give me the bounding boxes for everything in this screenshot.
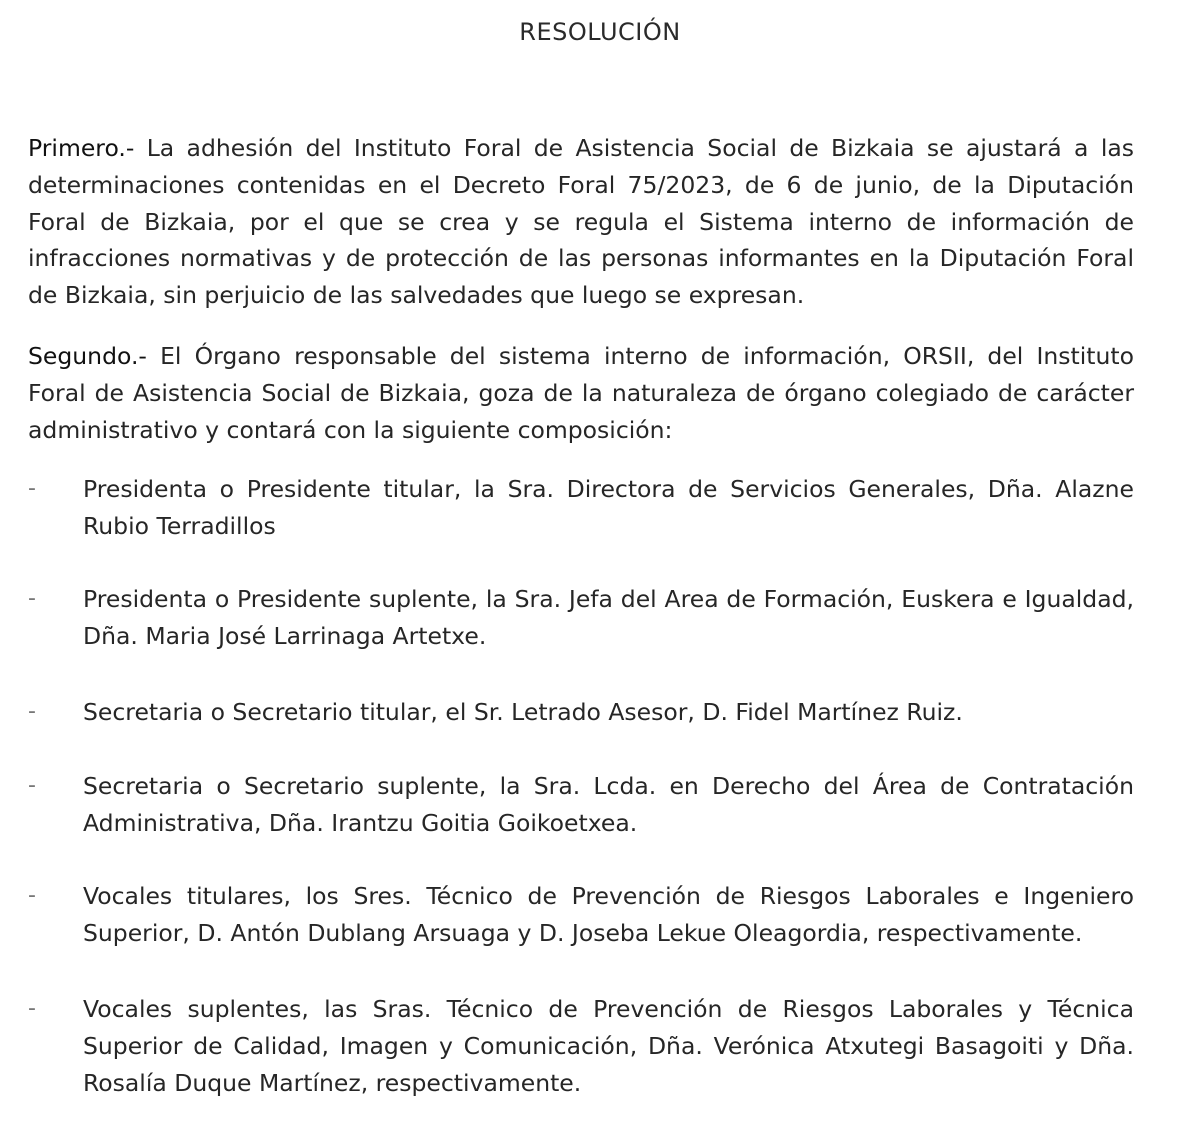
paragraph-segundo xyxy=(28,338,1134,448)
document-title: RESOLUCIÓN xyxy=(519,18,681,46)
list-bullet: - xyxy=(28,699,36,724)
list-item-text: Presidenta o Presidente titular, la Sra. Directora de Servicios Generales, Dña. Alazne Rubio Terradillos xyxy=(83,475,1134,540)
list-bullet: - xyxy=(28,883,36,908)
list-item-text: Secretaria o Secretario titular, el Sr. Letrado Asesor, D. Fidel Martínez Ruiz. xyxy=(83,698,963,726)
list-item-text: Vocales suplentes, las Sras. Técnico de Prevención de Riesgos Laborales y Técnica Superior de Calidad, Imagen y Comunicación, Dña. Verónica Atxutegi Basagoiti y Dña. Rosalía Duque Martínez, respectivamente. xyxy=(83,995,1134,1097)
list-bullet: - xyxy=(28,476,36,501)
list-bullet: - xyxy=(28,996,36,1021)
paragraph-lead: Segundo.- xyxy=(28,342,147,370)
paragraph-lead: Primero.- xyxy=(28,134,135,162)
list-bullet: - xyxy=(28,773,36,798)
paragraph-text: El Órgano responsable del sistema interno de información, ORSII, del Instituto Foral de Asistencia Social de Bizkaia, goza de la naturaleza de órgano colegiado de carácter administrativo y contará con la siguiente composición: xyxy=(28,342,1134,444)
paragraph-primero xyxy=(28,130,1134,314)
list-item-text: Secretaria o Secretario suplente, la Sra. Lcda. en Derecho del Área de Contratación Administrativa, Dña. Irantzu Goitia Goikoetxea. xyxy=(83,772,1134,837)
list-bullet: - xyxy=(28,586,36,611)
list-item-text: Vocales titulares, los Sres. Técnico de Prevención de Riesgos Laborales e Ingeniero Superior, D. Antón Dublang Arsuaga y D. Joseba Lekue Oleagordia, respectivamente. xyxy=(83,882,1134,947)
paragraph-text: La adhesión del Instituto Foral de Asistencia Social de Bizkaia se ajustará a las determinaciones contenidas en el Decreto Foral 75/2023, de 6 de junio, de la Diputación Foral de Bizkaia, por el que se crea y se regula el Sistema interno de información de infracciones normativas y de protección de las personas informantes en la Diputación Foral de Bizkaia, sin perjuicio de las salvedades que luego se expresan. xyxy=(28,134,1134,310)
list-item-text: Presidenta o Presidente suplente, la Sra. Jefa del Area de Formación, Euskera e Igualdad, Dña. Maria José Larrinaga Artetxe. xyxy=(83,585,1134,650)
